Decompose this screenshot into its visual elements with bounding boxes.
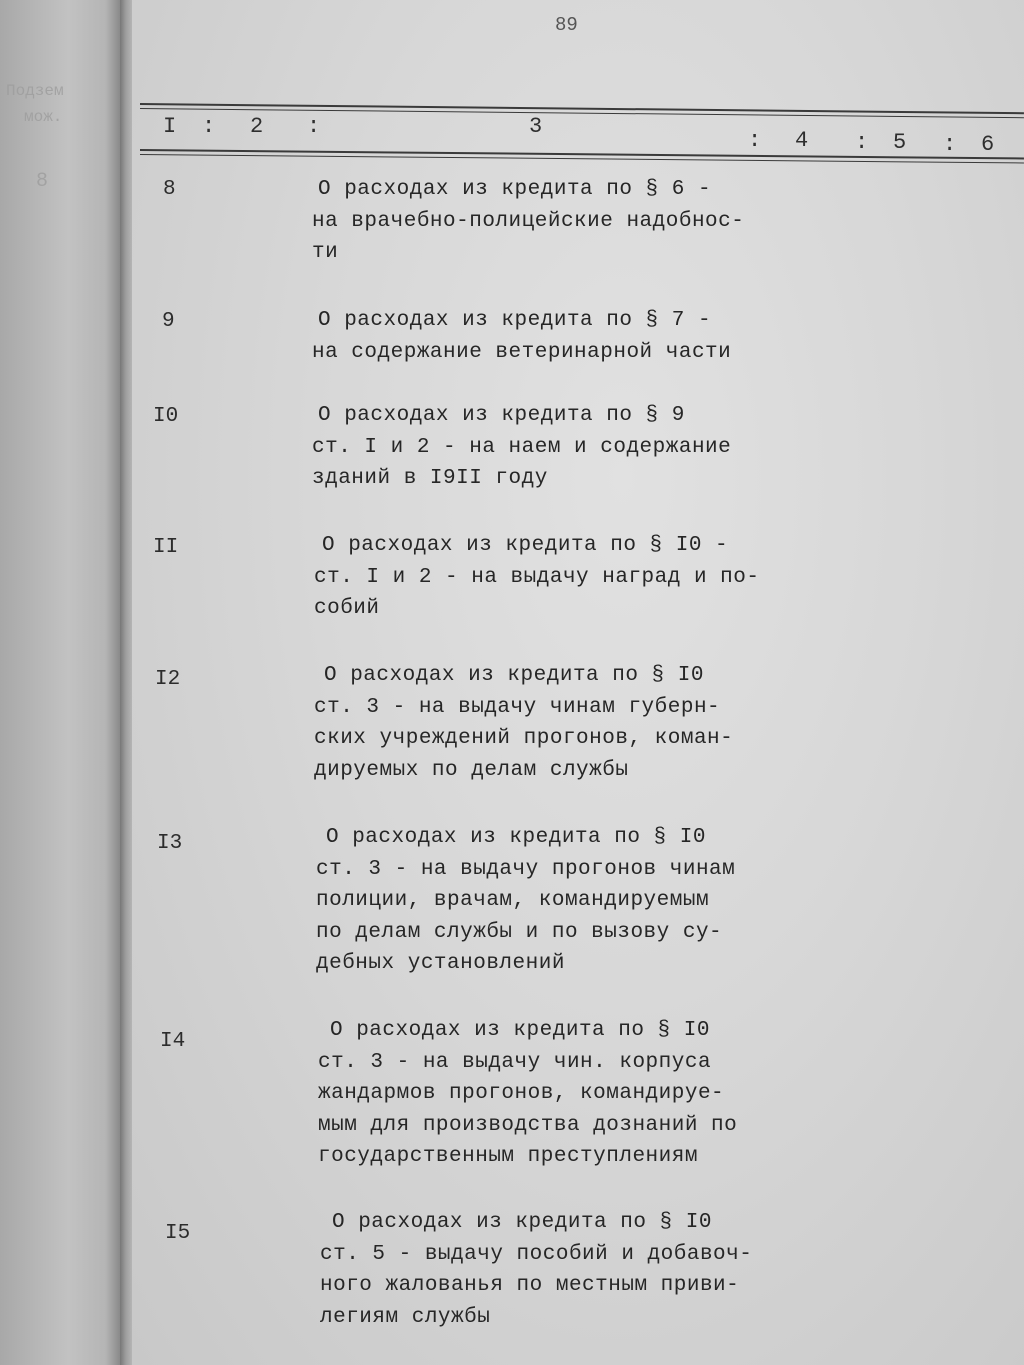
text-line: на содержание ветеринарной части	[312, 340, 732, 364]
text-line: государственным преступлениям	[318, 1145, 698, 1168]
row-number: 8	[163, 178, 176, 201]
text-line: легиям службы	[320, 1305, 491, 1329]
row-number: II	[153, 536, 179, 559]
left-page-ghost-text: 8	[36, 170, 49, 193]
row-text	[314, 660, 754, 786]
text-line: О расходах из кредита по § 9	[318, 404, 685, 427]
column-header-4: 4	[795, 128, 809, 153]
text-line: ст. 3 - на выдачу чинам губерн-	[314, 695, 721, 719]
text-line: ст. 5 - выдачу пособий и добавоч-	[320, 1242, 753, 1266]
text-line: собий	[314, 597, 380, 620]
text-line: О расходах из кредита по § I0	[332, 1211, 712, 1234]
text-line: ного жалованья по местным приви-	[320, 1274, 740, 1297]
column-separator: :	[855, 130, 869, 155]
page-number: 89	[555, 14, 578, 36]
text-line: О расходах из кредита по § I0	[326, 826, 706, 849]
column-separator: :	[943, 132, 957, 157]
text-line: ст. I и 2 - на выдачу наград и по-	[314, 565, 760, 589]
column-separator: :	[202, 114, 216, 139]
row-text	[320, 1207, 760, 1333]
text-line: жандармов прогонов, командируе-	[318, 1082, 725, 1105]
text-line: зданий в I9II году	[312, 467, 548, 490]
column-header-5: 5	[893, 130, 907, 155]
row-number: 9	[162, 310, 175, 333]
row-number: I3	[157, 832, 183, 855]
column-separator: :	[307, 114, 321, 139]
column-header-2: 2	[250, 114, 264, 139]
text-line: ст. 3 - на выдачу чин. корпуса	[318, 1050, 712, 1074]
column-separator: :	[748, 128, 762, 153]
row-text	[314, 530, 760, 625]
column-header-3: 3	[529, 114, 543, 139]
column-header-1: I	[163, 114, 177, 139]
column-header-6: 6	[981, 132, 995, 157]
row-number: I5	[165, 1222, 191, 1245]
text-line: дируемых по делам службы	[314, 758, 629, 782]
text-line: О расходах из кредита по § I0 -	[322, 534, 729, 557]
text-line: дебных установлений	[316, 952, 565, 975]
left-page-ghost-text: Подзем	[6, 82, 64, 100]
text-line: мым для производства дознаний по	[318, 1113, 738, 1137]
row-number: I2	[155, 668, 181, 691]
text-line: ти	[312, 241, 339, 264]
text-line: О расходах из кредита по § I0	[324, 664, 704, 687]
text-line: О расходах из кредита по § 6 -	[318, 178, 712, 201]
text-line: ст. 3 - на выдачу прогонов чинам	[316, 857, 736, 881]
row-number: I4	[160, 1030, 186, 1053]
text-line: ских учреждений прогонов, коман-	[314, 727, 734, 750]
row-text	[318, 1015, 758, 1173]
row-text	[312, 400, 752, 495]
left-page-edge	[0, 0, 124, 1365]
row-text	[316, 822, 756, 980]
text-line: на врачебно-полицейские надобнос-	[312, 209, 745, 233]
row-number: I0	[153, 405, 179, 428]
text-line: О расходах из кредита по § 7 -	[318, 309, 712, 332]
text-line: О расходах из кредита по § I0	[330, 1019, 710, 1042]
text-line: ст. I и 2 - на наем и содержание	[312, 435, 732, 459]
row-text	[312, 174, 752, 269]
row-text	[312, 305, 752, 368]
left-page-ghost-text: мож.	[24, 108, 63, 126]
text-line: полиции, врачам, командируемым	[316, 889, 710, 912]
text-line: по делам службы и по вызову су-	[316, 920, 723, 944]
